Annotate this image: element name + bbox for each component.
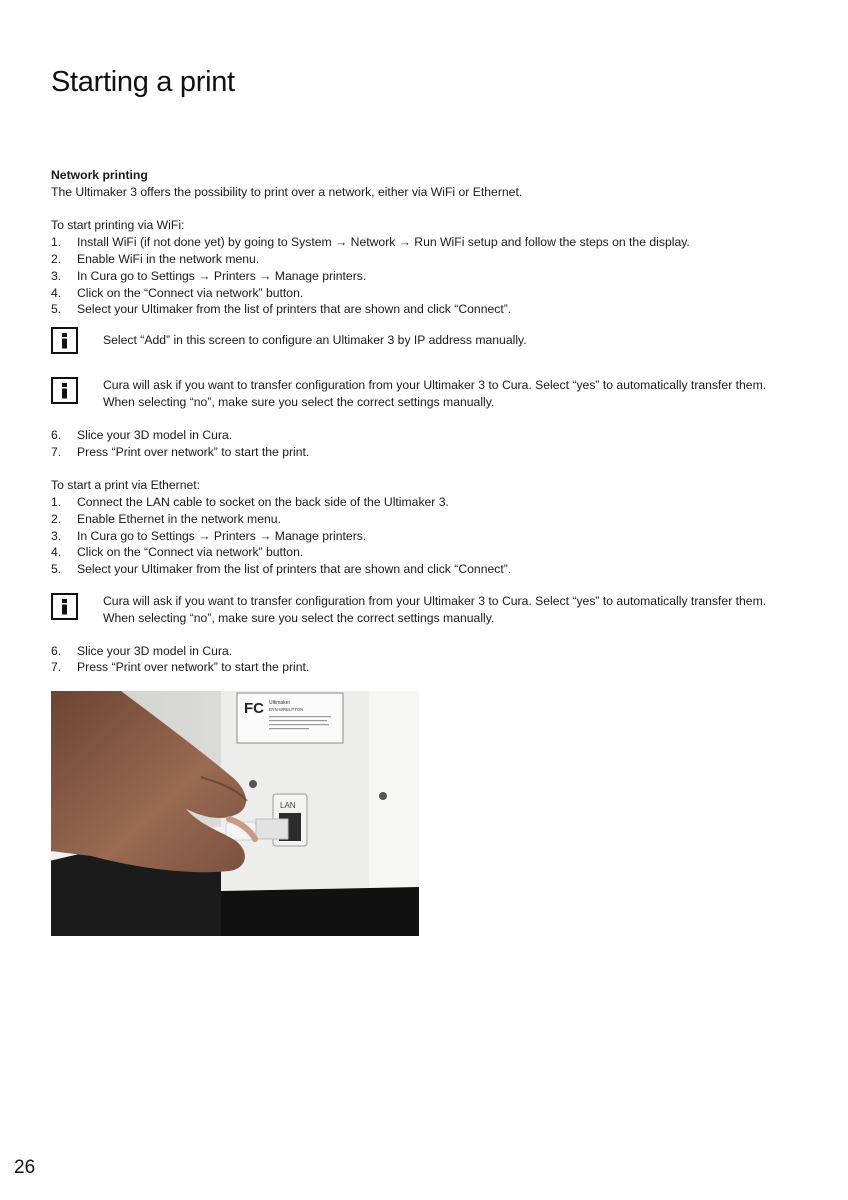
info-note-add-printer: Select “Add” in this screen to configure an Ultimaker 3 by IP address manually. bbox=[51, 326, 791, 354]
info-icon bbox=[51, 327, 78, 354]
list-item: 5. Select your Ultimaker from the list of printers that are shown and click “Connect”. bbox=[51, 562, 512, 577]
label-model: BYN-WRBUTTON bbox=[269, 707, 304, 712]
list-item: 7. Press “Print over network” to start the print. bbox=[51, 660, 310, 675]
info-icon bbox=[51, 593, 78, 620]
section-heading-network-printing: Network printing bbox=[51, 168, 148, 182]
lan-port-label: LAN bbox=[280, 801, 296, 810]
label-brand: Ultimaker bbox=[269, 700, 291, 706]
ethernet-intro: To start a print via Ethernet: bbox=[51, 478, 201, 493]
wifi-steps-list-continued bbox=[51, 427, 791, 461]
network-intro: The Ultimaker 3 offers the possibility to print over a network, either via WiFi or Ethernet. bbox=[51, 184, 523, 199]
page-title: Starting a print bbox=[51, 66, 235, 98]
wifi-steps-list bbox=[51, 234, 791, 318]
ethernet-steps-list bbox=[51, 494, 791, 578]
lan-cable-photo bbox=[51, 691, 419, 936]
list-item: 2. Enable Ethernet in the network menu. bbox=[51, 511, 281, 526]
info-note-transfer-config-ethernet: Cura will ask if you want to transfer configuration from your Ultimaker 3 to Cura. Select “yes” to automatically transfer them. When selecting “no”, make sure you select the correct settings manually. bbox=[51, 592, 791, 627]
list-item: 1. Connect the LAN cable to socket on the back side of the Ultimaker 3. bbox=[51, 494, 449, 509]
fc-mark: FC bbox=[244, 700, 264, 717]
list-item: 5. Select your Ultimaker from the list of printers that are shown and click “Connect”. bbox=[51, 302, 512, 317]
page-number: 26 bbox=[14, 1157, 36, 1178]
photo-illustration bbox=[51, 691, 419, 936]
list-item: 4. Click on the “Connect via network” button. bbox=[51, 285, 304, 300]
list-item: 3. In Cura go to Settings → Printers → Manage printers. bbox=[51, 268, 367, 283]
page-content bbox=[51, 167, 791, 676]
wifi-intro: To start printing via WiFi: bbox=[51, 218, 185, 233]
list-item: 1. Install WiFi (if not done yet) by going to System → Network → Run WiFi setup and follow the steps on the display. bbox=[51, 235, 690, 250]
list-item: 2. Enable WiFi in the network menu. bbox=[51, 251, 260, 266]
list-item: 6. Slice your 3D model in Cura. bbox=[51, 643, 233, 658]
list-item: 3. In Cura go to Settings → Printers → Manage printers. bbox=[51, 528, 367, 543]
info-note-transfer-config: Cura will ask if you want to transfer configuration from your Ultimaker 3 to Cura. Select “yes” to automatically transfer them. When selecting “no”, make sure you select the correct settings manually. bbox=[51, 376, 791, 411]
list-item: 4. Click on the “Connect via network” button. bbox=[51, 545, 304, 560]
info-icon bbox=[51, 377, 78, 404]
ethernet-steps-list-continued bbox=[51, 643, 791, 677]
list-item: 6. Slice your 3D model in Cura. bbox=[51, 427, 233, 442]
list-item: 7. Press “Print over network” to start the print. bbox=[51, 444, 310, 459]
